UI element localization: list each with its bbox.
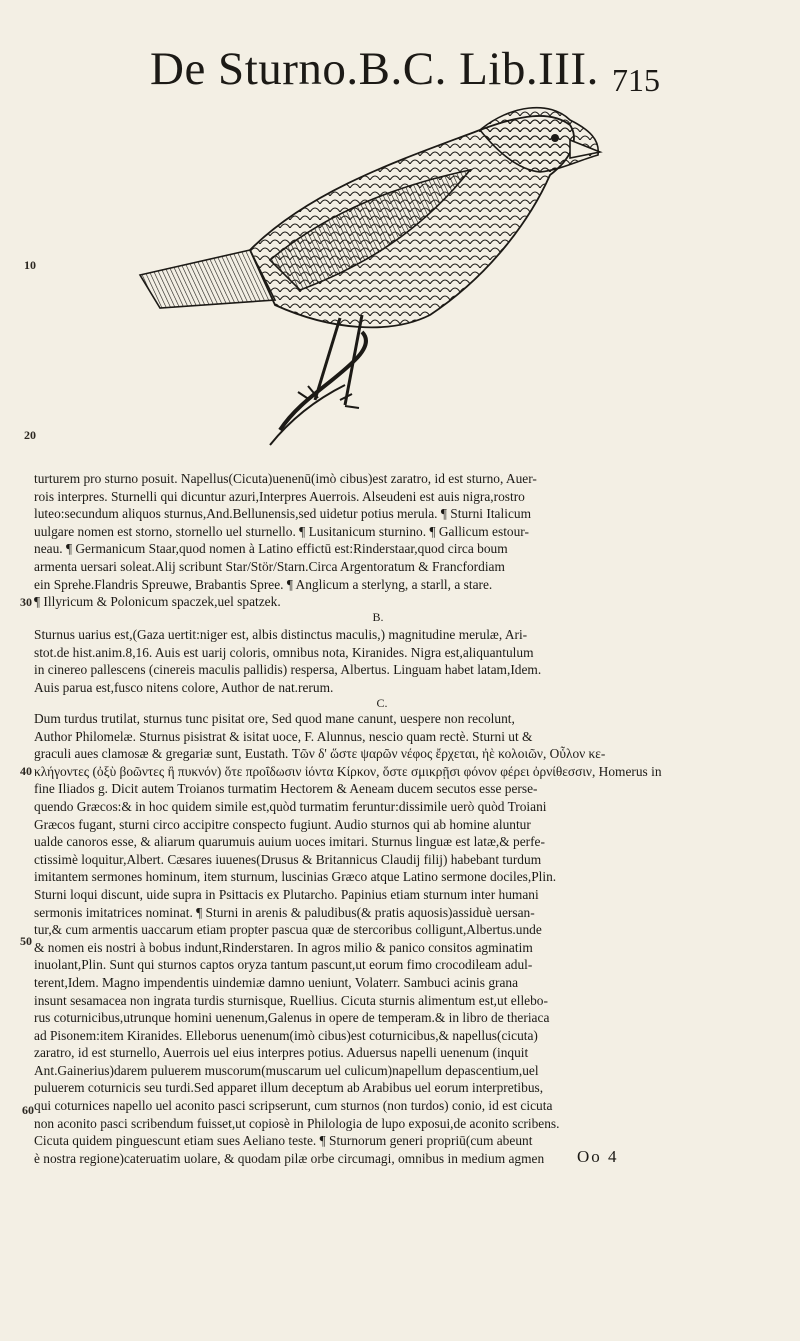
margin-line-number: 40 [20,764,32,778]
text-line: terent,Idem. Magno impendentis uindemiæ damno ueniunt, Volaterr. Sambuci acinis grana [34,974,519,990]
text-section-b [34,626,766,696]
text-line: fine Iliados g. Dicit autem Troianos turmatim Hectorem & Aeneam ducem secutos esse perse- [34,781,538,797]
text-line: sermonis imitatrices nominat. ¶ Sturni in arenis & paludibus(& pratis aquosis)assiduè uersan- [34,904,535,920]
text-section-c [34,710,766,1167]
text-line: quendo Græcos:& in hoc quidem simile est,quòd turmatim feruntur:dissimile uerò quòd Troiani [34,798,547,814]
text-line: ¶ Illyricum & Polonicum spaczek,uel spatzek. [34,594,281,610]
text-line: puluerem coturnicis seu turdi.Sed apparet illum deceptum ab Arabibus uel eorum interpretibus, [34,1080,544,1096]
text-line: è nostra regione)cateruatim uolare, & quodam pilæ orbe circumagi, omnibus in medium agmen [34,1150,545,1166]
text-line: rois interpres. Sturnelli qui dicuntur azuri,Interpres Auerrois. Alseudeni est auis nigra,rostro [34,488,525,504]
text-line: ctissimè loquitur,Albert. Cæsares iuuenes(Drusus & Britannicus Claudij filij) habebant turdum [34,851,542,867]
margin-line-number: 30 [20,595,32,609]
text-line: ad Pisonem:item Kiranides. Elleborus uenenum(imò cibus)est coturnicibus,& napellus(cicuta) [34,1027,538,1043]
text-line: stot.de hist.anim.8,16. Auis est uarij coloris, omnibus nota, Kiranides. Nigra est,aliquantulum [34,644,534,660]
text-line: Cicuta quidem pinguescunt etiam sues Aeliano teste. ¶ Sturnorum generi propriū(cum abeunt [34,1133,533,1149]
text-line: in cinereo pallescens (cinereis maculis pallidis) respersa, Albertus. Linguam habet latam,Idem. [34,662,542,678]
text-line: qui coturnices napello uel aconito pasci scripserunt, cum sturnos (non turdos) conio, id est cicuta [34,1098,553,1114]
text-line: armenta uersari soleat.Alij scribunt Star/Stör/Starn.Circa Argentoratum & Francfordiam [34,558,505,574]
text-section-names [34,470,766,611]
text-line: inuolant,Plin. Sunt qui sturnos captos oryza tantum pascunt,ut eorum fimo crocodileam adul- [34,957,533,973]
signature-mark: Oo 4 [577,1147,619,1166]
text-line: luteo:secundum aliquos sturnus,And.Bellunensis,sed uidetur potius merula. ¶ Sturni Italicum [34,506,531,522]
margin-line-number: 50 [20,934,32,948]
text-line: Author Philomelæ. Sturnus pisistrat & isitat uoce, F. Alunnus, nescio quam rectè. Sturni ut & [34,728,533,744]
section-marker-b: B. [372,610,384,624]
text-line: neau. ¶ Germanicum Staar,quod nomen à Latino effictū est:Rinderstaar,quod circa boum [34,541,508,557]
page-title: De Sturno.B.C. Lib.III. [150,43,599,95]
text-line: Ant.Gainerius)darem puluerem muscorum(muscarum uel culicum)napellum depascentium,uel [34,1062,539,1078]
section-marker-c: C. [376,696,388,710]
text-line: Sturnus uarius est,(Gaza uertit:niger est, albis distinctus maculis,) magnitudine merulæ, Ari- [34,627,528,642]
text-line: tur,& cum armentis uaccarum etiam propter pascua quæ de stercoribus colligunt,Albertus.unde [34,922,542,938]
text-line: graculi aues clamosæ & gregariæ sunt, Eustath. Τῶν δ' ὥστε ψαρῶν νέφος ἔρχεται, ἠὲ κολοιῶν, Οὖλον κε- [34,746,606,762]
text-line: insunt sesamacea non ingrata turdis sturnisque, Ruellius. Cicuta sturnis alimentum est,ut ellebo- [34,992,548,1008]
text-line: Auis parua est,fusco nitens colore, Author de nat.rerum. [34,679,334,695]
text-line: ualde canoros esse, & aliarum quarumuis auium uoces imitari. Sturnus linguæ est latæ,& perfe- [34,834,545,850]
starling-woodcut-icon [100,100,620,460]
page-number: 715 [612,62,660,98]
text-line: zaratro, id est sturnello, Auerrois uel eius interpres potius. Aduersus napelli uenenum (inquit [34,1045,529,1061]
text-line: Græcos fugant, sturni circo accipitre conspecto fugiunt. Audio sturnos qui ab homine aluntur [34,816,531,832]
text-line: uulgare nomen est storno, stornello uel sturnello. ¶ Lusitanicum sturnino. ¶ Gallicum estour- [34,523,529,539]
text-line: rus coturnicibus,utrunque homini uenenum,Galenus in opere de temperam.& in libro de theriaca [34,1010,550,1026]
margin-line-number: 20 [24,428,36,442]
text-line: κλήγοντες (ὀξὺ βοῶντες ἢ πυκνόν) ὅτε προΐδωσιν ἰόντα Κίρκον, ὅστε σμικρῇσι φόνον φέρει ὀρνίθεσσιν, Homerus in [34,763,662,779]
text-line: ein Sprehe.Flandris Spreuwe, Brabantis Spree. ¶ Anglicum a sterlyng, a starll, a stare. [34,576,493,592]
text-line: imitantem sermones hominum, item sturnum, luscinias Græco atque Latino sermone dociles,Plin. [34,869,557,885]
margin-line-number: 60 [22,1103,34,1117]
text-line: turturem pro sturno posuit. Napellus(Cicuta)uenenū(imò cibus)est zaratro, id est sturno, Auer- [34,471,537,486]
text-line: Dum turdus trutilat, sturnus tunc pisitat ore, Sed quod mane canunt, uespere non recolunt, [34,711,515,726]
text-line: non aconito pasci scribendum fuisset,ut copiosè in Philologia de lupo exposui,de aconito scribens. [34,1115,560,1131]
text-line: & nomen eis nostri à bobus indunt,Rinderstaren. In agros milio & panico consitos agminatim [34,939,533,955]
text-line: Sturni loqui discunt, uide supra in Psittacis ex Plutarcho. Papinius etiam sturnum inter humani [34,886,539,902]
margin-line-number: 10 [24,258,36,272]
